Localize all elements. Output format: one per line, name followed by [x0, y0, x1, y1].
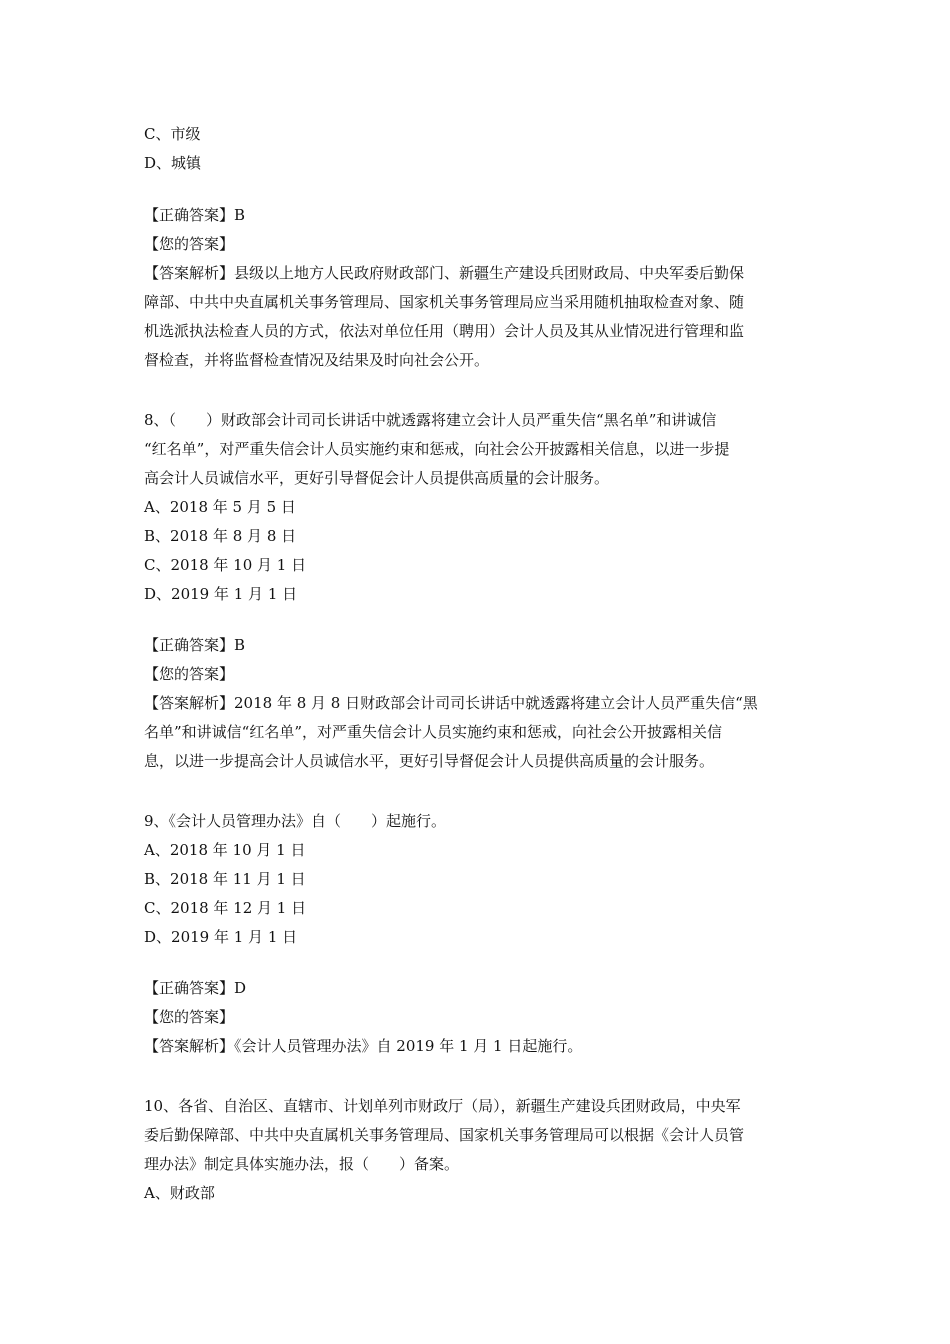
correct-answer: 【正确答案】B — [144, 206, 246, 224]
question-text: “红名单”，对严重失信会计人员实施约束和惩戒，向社会公开披露相关信息，以进一步提 — [144, 440, 730, 458]
option-c: C、2018 年 12 月 1 日 — [144, 899, 307, 917]
answer-analysis: 息，以进一步提高会计人员诚信水平，更好引导督促会计人员提供高质量的会计服务。 — [144, 752, 715, 770]
answer-analysis: 机选派执法检查人员的方式，依法对单位任用（聘用）会计人员及其从业情况进行管理和监 — [144, 322, 745, 340]
correct-answer: 【正确答案】D — [144, 979, 247, 997]
answer-analysis: 【答案解析】2018 年 8 月 8 日财政部会计司司长讲话中就透露将建立会计人员严重失信“黑 — [144, 694, 758, 712]
option-a: A、2018 年 10 月 1 日 — [144, 841, 306, 859]
your-answer: 【您的答案】 — [144, 235, 235, 253]
option-d: D、2019 年 1 月 1 日 — [144, 585, 298, 603]
question-text: 委后勤保障部、中共中央直属机关事务管理局、国家机关事务管理局可以根据《会计人员管 — [144, 1126, 745, 1144]
option-a: A、财政部 — [144, 1184, 215, 1202]
question-text: 8、（ ）财政部会计司司长讲话中就透露将建立会计人员严重失信“黑名单”和讲诚信 — [144, 411, 717, 429]
option-a: A、2018 年 5 月 5 日 — [144, 498, 296, 516]
answer-analysis: 督检查，并将监督检查情况及结果及时向社会公开。 — [144, 351, 490, 369]
option-d: D、2019 年 1 月 1 日 — [144, 928, 298, 946]
answer-analysis: 【答案解析】《会计人员管理办法》自 2019 年 1 月 1 日起施行。 — [144, 1037, 583, 1055]
option-c: C、市级 — [144, 125, 201, 143]
correct-answer: 【正确答案】B — [144, 636, 246, 654]
question-text: 理办法》制定具体实施办法，报（ ）备案。 — [144, 1155, 460, 1173]
option-d: D、城镇 — [144, 154, 202, 172]
question-text: 高会计人员诚信水平，更好引导督促会计人员提供高质量的会计服务。 — [144, 469, 610, 487]
question-text: 9、《会计人员管理办法》自（ ）起施行。 — [144, 812, 447, 830]
option-b: B、2018 年 11 月 1 日 — [144, 870, 306, 888]
your-answer: 【您的答案】 — [144, 1008, 235, 1026]
your-answer: 【您的答案】 — [144, 665, 235, 683]
answer-analysis: 障部、中共中央直属机关事务管理局、国家机关事务管理局应当采用随机抽取检查对象、随 — [144, 293, 745, 311]
question-text: 10、各省、自治区、直辖市、计划单列市财政厅（局），新疆生产建设兵团财政局，中央军 — [144, 1097, 741, 1115]
answer-analysis: 【答案解析】县级以上地方人民政府财政部门、新疆生产建设兵团财政局、中央军委后勤保 — [144, 264, 745, 282]
option-b: B、2018 年 8 月 8 日 — [144, 527, 297, 545]
answer-analysis: 名单”和讲诚信“红名单”，对严重失信会计人员实施约束和惩戒，向社会公开披露相关信 — [144, 723, 723, 741]
option-c: C、2018 年 10 月 1 日 — [144, 556, 307, 574]
